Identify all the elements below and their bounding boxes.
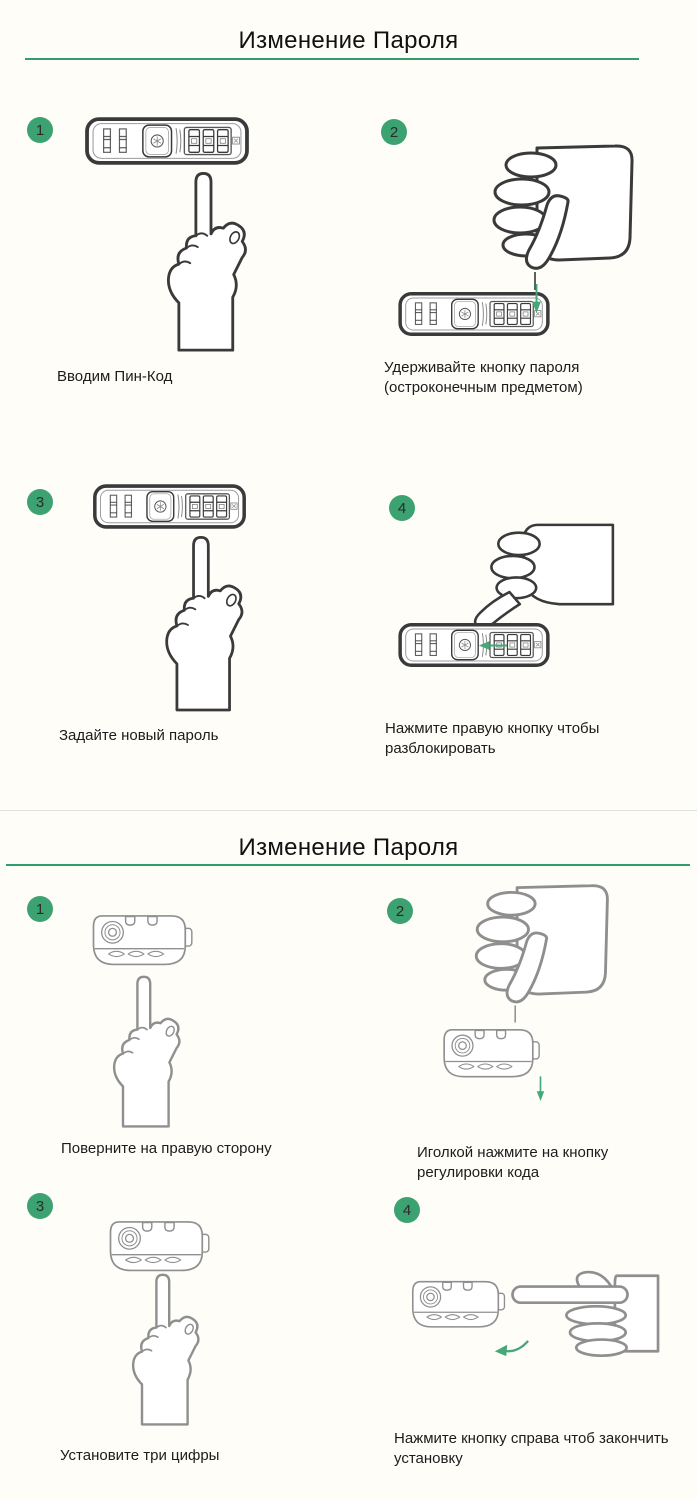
title-underline <box>25 58 639 60</box>
step-caption: Вводим Пин-Код <box>57 368 173 385</box>
combination-lock-panel-illustration <box>397 622 551 668</box>
step-number-badge: 1 <box>27 896 53 922</box>
section-1-title: Изменение Пароля <box>238 27 459 54</box>
step-caption: Задайте новый пароль <box>59 727 219 744</box>
step-number-badge: 2 <box>381 119 407 145</box>
hand-with-needle-icon <box>405 878 614 1035</box>
combination-lock-panel-illustration <box>397 291 551 337</box>
step-number-badge: 3 <box>27 1193 53 1219</box>
step-caption: Удерживайте кнопку пароля (остроконечным предметом) <box>384 359 583 397</box>
hand-with-needle-icon <box>419 138 639 303</box>
pointing-hand-icon <box>140 527 260 712</box>
step-number-badge: 4 <box>389 495 415 521</box>
title-underline <box>6 864 690 866</box>
left-arrow-icon <box>478 640 508 651</box>
step-number-badge: 1 <box>27 117 53 143</box>
step-caption: Нажмите правую кнопку чтобы разблокировать <box>385 720 600 758</box>
padlock-illustration <box>86 912 198 971</box>
step-caption: Иголкой нажмите на кнопку регулировки кода <box>417 1144 609 1182</box>
down-arrow-icon <box>531 284 542 314</box>
pointing-hand-icon <box>110 1266 214 1426</box>
section-divider <box>0 810 697 811</box>
pointing-hand-icon <box>141 163 264 352</box>
step-number-badge: 3 <box>27 489 53 515</box>
step-caption: Нажмите кнопку справа чтоб закончить установку <box>394 1430 669 1468</box>
pointing-hand-icon <box>91 968 195 1128</box>
down-arrow-icon <box>536 1076 545 1102</box>
step-number-badge: 4 <box>394 1197 420 1223</box>
step-caption: Поверните на правую сторону <box>61 1140 272 1157</box>
pressing-hand-icon <box>430 518 620 630</box>
combination-lock-panel-illustration <box>84 116 250 166</box>
section-2-title: Изменение Пароля <box>238 834 459 861</box>
step-caption: Установите три цифры <box>60 1447 220 1464</box>
padlock-illustration <box>437 1026 545 1083</box>
curved-left-arrow-icon <box>492 1338 530 1359</box>
step-number-badge: 2 <box>387 898 413 924</box>
combination-lock-panel-illustration <box>92 483 247 530</box>
